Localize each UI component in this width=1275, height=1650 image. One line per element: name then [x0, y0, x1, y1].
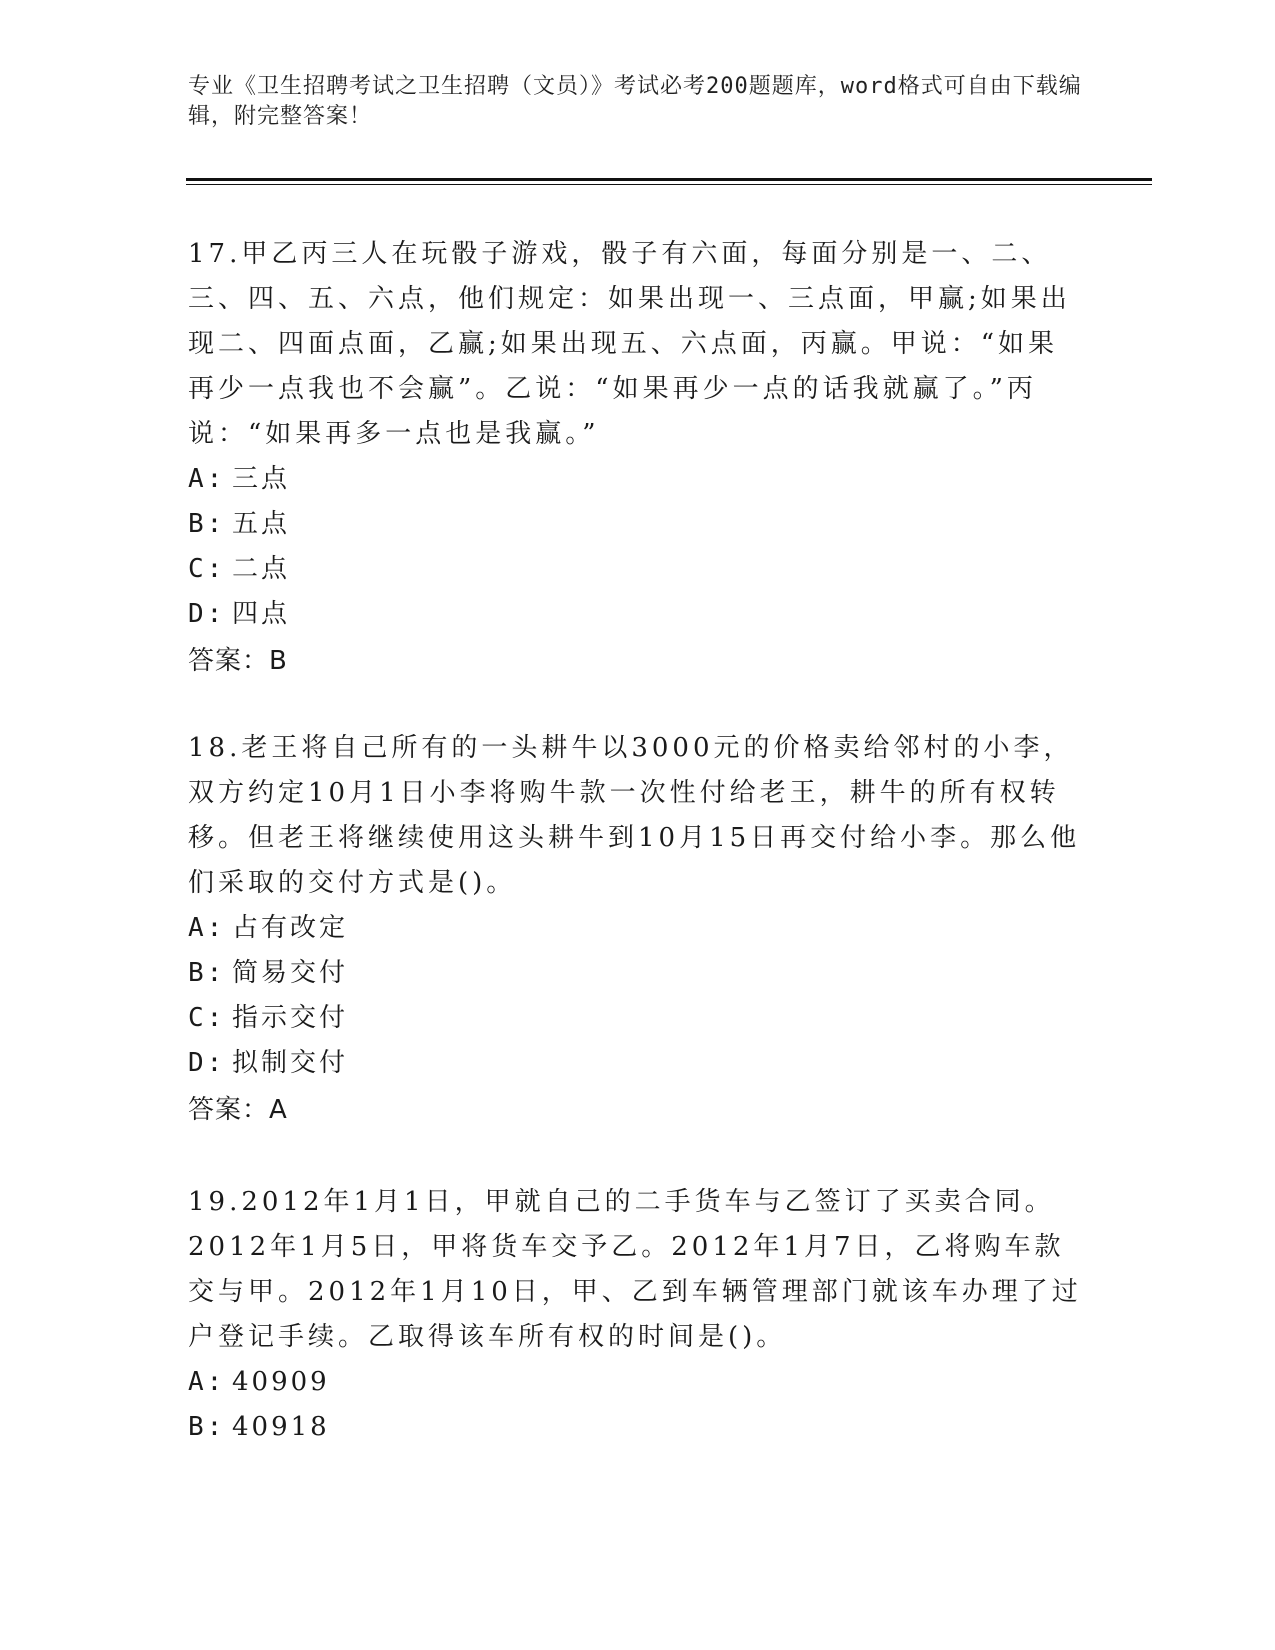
option-letter: B:: [188, 958, 226, 988]
option-text: 简易交付: [232, 958, 349, 988]
option-text: 二点: [232, 554, 291, 584]
option-letter: A:: [188, 1367, 226, 1397]
option-d: [188, 1041, 1088, 1086]
question-19: [188, 1180, 1088, 1450]
option-text: 占有改定: [232, 913, 349, 943]
option-letter: C:: [188, 1003, 226, 1033]
question-text: 18.老王将自己所有的一头耕牛以3000元的价格卖给邻村的小李，双方约定10月1日小李将购牛款一次性付给老王，耕牛的所有权转移。但老王将继续使用这头耕牛到10月15日再交付给小李。那么他们采取的交付方式是()。: [188, 733, 1081, 898]
document-header: 专业《卫生招聘考试之卫生招聘（文员）》考试必考200题题库，word格式可自由下载编辑，附完整答案！: [188, 74, 1082, 129]
question-17: [188, 232, 1088, 685]
option-b: [188, 1405, 1088, 1450]
option-letter: C:: [188, 554, 226, 584]
option-letter: D:: [188, 1048, 226, 1078]
option-letter: D:: [188, 599, 226, 629]
option-c: [188, 996, 1088, 1041]
option-text: 四点: [232, 599, 291, 629]
question-text: 17.甲乙丙三人在玩骰子游戏，骰子有六面，每面分别是一、二、三、四、五、六点，他们规定：如果出现一、三点面，甲赢;如果出现二、四面点面，乙赢;如果出现五、六点面，丙赢。甲说：“如果再少一点我也不会赢”。乙说：“如果再少一点的话我就赢了。”丙说：“如果再多一点也是我赢。”: [188, 239, 1071, 449]
option-b: [188, 502, 1088, 547]
option-d: [188, 592, 1088, 637]
option-text: 指示交付: [232, 1003, 349, 1033]
answer-line: 答案：A: [188, 1095, 288, 1125]
option-text: 40918: [232, 1412, 330, 1442]
option-letter: A:: [188, 464, 226, 494]
option-c: [188, 547, 1088, 592]
question-18: [188, 726, 1088, 1134]
header-rule-thick: [186, 178, 1152, 181]
option-text: 40909: [232, 1367, 330, 1397]
question-text: 19.2012年1月1日，甲就自己的二手货车与乙签订了买卖合同。2012年1月5日，甲将货车交予乙。2012年1月7日，乙将购车款交与甲。2012年1月10日，甲、乙到车辆管理部门就该车办理了过户登记手续。乙取得该车所有权的时间是()。: [188, 1187, 1082, 1352]
option-a: [188, 457, 1088, 502]
option-b: [188, 951, 1088, 996]
option-letter: B:: [188, 1412, 226, 1442]
option-a: [188, 1360, 1088, 1405]
answer-line: 答案：B: [188, 646, 288, 676]
option-text: 三点: [232, 464, 291, 494]
option-letter: A:: [188, 913, 226, 943]
option-text: 五点: [232, 509, 291, 539]
header-rule-thin: [186, 184, 1152, 185]
option-text: 拟制交付: [232, 1048, 349, 1078]
option-letter: B:: [188, 509, 226, 539]
option-a: [188, 906, 1088, 951]
